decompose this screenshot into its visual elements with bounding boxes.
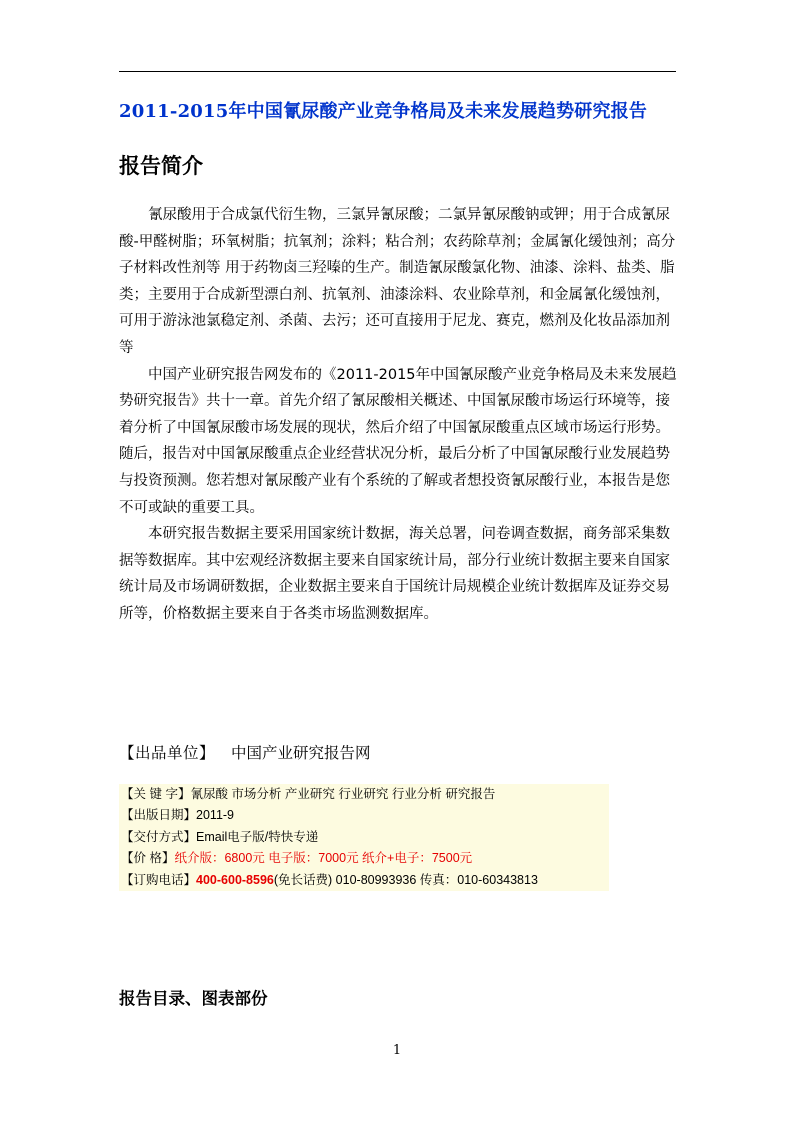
publisher-line [119,741,371,763]
publisher-value: 中国产业研究报告网 [231,744,371,762]
page-number: 1 [392,1043,402,1058]
info-row-date [121,805,609,826]
info-row-delivery [121,827,609,848]
header-rule [119,71,676,72]
date-value: 2011-9 [196,808,235,823]
section-heading-intro: 报告简介 [119,153,203,178]
toc-heading: 报告目录、图表部份 [119,989,268,1008]
product-info-box [119,784,609,891]
info-row-price [121,848,609,869]
paragraph-usage: 氰尿酸用于合成氯代衍生物，三氯异氰尿酸；二氯异氰尿酸钠或钾；用于合成氰尿酸-甲醛树脂；环氧树脂；抗氧剂；涂料；粘合剂；农药除草剂；金属氰化缓蚀剂；高分子材料改性剂等 用于药物卤三羟嗪的生产。制造氰尿酸氯化物、油漆、涂料、盐类、脂类；主要用于合成新型漂白剂、抗氧剂、油漆涂料、农业除草剂，和金属氰化缓蚀剂，可用于游泳池氯稳定剂、杀菌、去污；还可直接用于尼龙、赛克，燃剂及化妆品添加剂等 [119,207,676,356]
delivery-label: 【交付方式】 [121,829,197,844]
date-label: 【出版日期】 [121,808,197,823]
intro-body [119,202,679,628]
price-label: 【价 格】 [121,851,175,866]
paragraph-report-overview: 中国产业研究报告网发布的《2011-2015年中国氰尿酸产业竞争格局及未来发展趋势研究报告》共十一章。首先介绍了氰尿酸相关概述、中国氰尿酸市场运行环境等，接着分析了中国氰尿酸市场发展的现状，然后介绍了中国氰尿酸重点区域市场运行形势。随后，报告对中国氰尿酸重点企业经营状况分析，最后分析了中国氰尿酸行业发展趋势与投资预测。您若想对氰尿酸产业有个系统的了解或者想投资氰尿酸行业，本报告是您不可或缺的重要工具。 [119,366,677,516]
publisher-label: 【出品单位】 [119,744,216,762]
report-title: 2011-2015年中国氰尿酸产业竞争格局及未来发展趋势研究报告 [119,101,648,122]
keywords-value: 氰尿酸 市场分析 产业研究 行业研究 行业分析 研究报告 [190,787,496,801]
info-row-keywords [121,784,609,805]
keywords-label: 【关 键 字】 [121,787,191,801]
phone-hotline: 400-600-8596 [196,872,274,887]
paragraph-data-sources: 本研究报告数据主要采用国家统计数据，海关总署，问卷调查数据，商务部采集数据等数据库。其中宏观经济数据主要来自国家统计局，部分行业统计数据主要来自国家统计局及市场调研数据，企业数据主要来自于国统计局规模企业统计数据库及证券交易所等，价格数据主要来自于各类市场监测数据库。 [119,526,670,622]
phone-label: 【订购电话】 [121,872,197,887]
phone-rest: (免长话费) 010-80993936 传真：010-60343813 [273,872,538,887]
delivery-value: Email电子版/特快专递 [196,829,319,844]
price-value: 纸介版：6800元 电子版：7000元 纸介+电子：7500元 [174,851,473,866]
info-row-phone [121,870,609,891]
